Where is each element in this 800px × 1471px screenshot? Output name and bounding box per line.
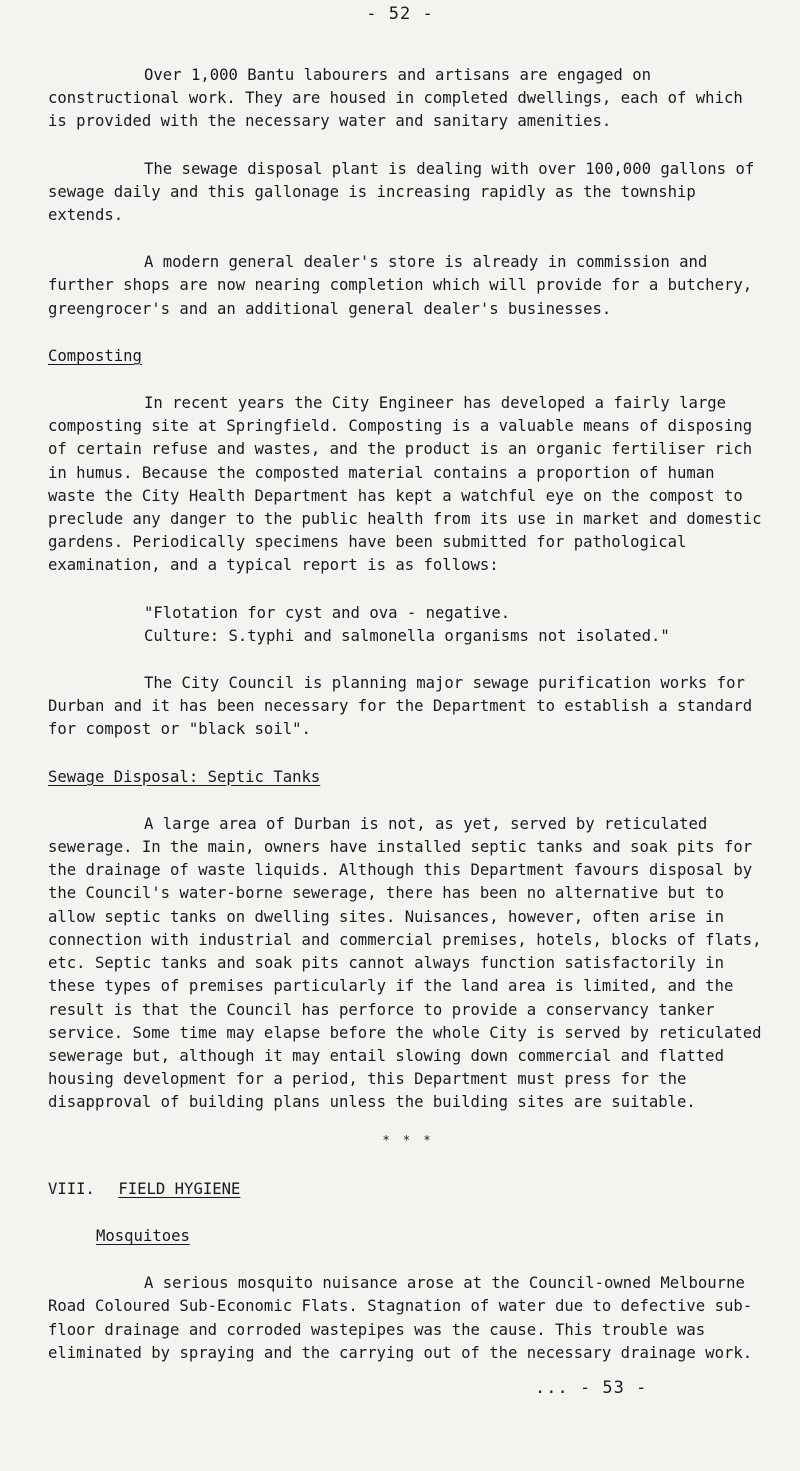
pathology-report-quote <box>144 602 768 648</box>
septic-tanks-paragraph: A large area of Durban is not, as yet, served by reticulated sewerage. In the main, owners have installed septic tanks and soak pits for the drainage of waste liquids. Although this Department favours disposal by the Council's water-borne sewerage, there has been no alternative but to allow septic tanks on dwelling sites. Nuisances, however, often arise in connection with industrial and commercial premises, hotels, blocks of flats, etc. Septic tanks and soak pits cannot always function satisfactorily in these types of premises particularly if the land area is limited, and the result is that the Council has perforce to provide a conservancy tanker service. Some time may elapse before the whole City is served by reticulated sewerage but, although it may entail slowing down commercial and flatted housing development for a period, this Department must press for the disapproval of building plans unless the building sites are suitable. <box>48 814 762 1112</box>
intro-paragraph-sewage-plant: The sewage disposal plant is dealing with over 100,000 gallons of sewage daily and this gallonage is increasing rapidly as the township extends. <box>48 159 755 225</box>
composting-paragraph: In recent years the City Engineer has developed a fairly large composting site at Springfield. Composting is a valuable means of disposing of certain refuse and wastes, and the product is an organic fertiliser rich in humus. Because the composted material contains a proportion of human waste the City Health Department has kept a watchful eye on the compost to preclude any danger to the public health from its use in market and domestic gardens. Periodically specimens have been submitted for pathological examination, and a typical report is as follows: <box>48 394 762 575</box>
intro-paragraph-dealer-store: A modern general dealer's store is already in commission and further shops are now nearing completion which will provide for a butchery, greengrocer's and an additional general dealer's businesses. <box>48 253 753 318</box>
section-viii-title <box>48 1178 768 1201</box>
mosquitoes-paragraph: A serious mosquito nuisance arose at the Council-owned Melbourne Road Coloured Sub-Economic Flats. Stagnation of water due to defective sub-floor drainage and corroded wastepipes was the cause. This trouble was eliminated by spraying and the carrying out of the necessary drainage work. <box>48 1274 753 1362</box>
section-title-text: FIELD HYGIENE <box>118 1179 241 1198</box>
report-line-flotation: "Flotation for cyst and ova - negative. <box>144 603 511 622</box>
sewage-disposal-heading: Sewage Disposal: Septic Tanks <box>48 767 321 786</box>
report-line-culture: Culture: S.typhi and salmonella organisms not isolated." <box>144 626 670 645</box>
composting-standard-paragraph: The City Council is planning major sewage purification works for Durban and it has been necessary for the Department to establish a standard for compost or "black soil". <box>48 674 753 739</box>
mosquitoes-heading: Mosquitoes <box>96 1226 190 1245</box>
section-number: VIII. <box>48 1179 95 1198</box>
section-separator: * * * <box>382 1132 434 1147</box>
intro-paragraph-labourers: Over 1,000 Bantu labourers and artisans are engaged on constructional work. They are housed in completed dwellings, each of which is provided with the necessary water and sanitary amenities. <box>48 66 743 131</box>
page-number: - 52 - <box>366 4 434 24</box>
page-content <box>48 64 768 1389</box>
composting-heading: Composting <box>48 346 142 365</box>
continuation-marker: ... - 53 - <box>535 1378 648 1398</box>
